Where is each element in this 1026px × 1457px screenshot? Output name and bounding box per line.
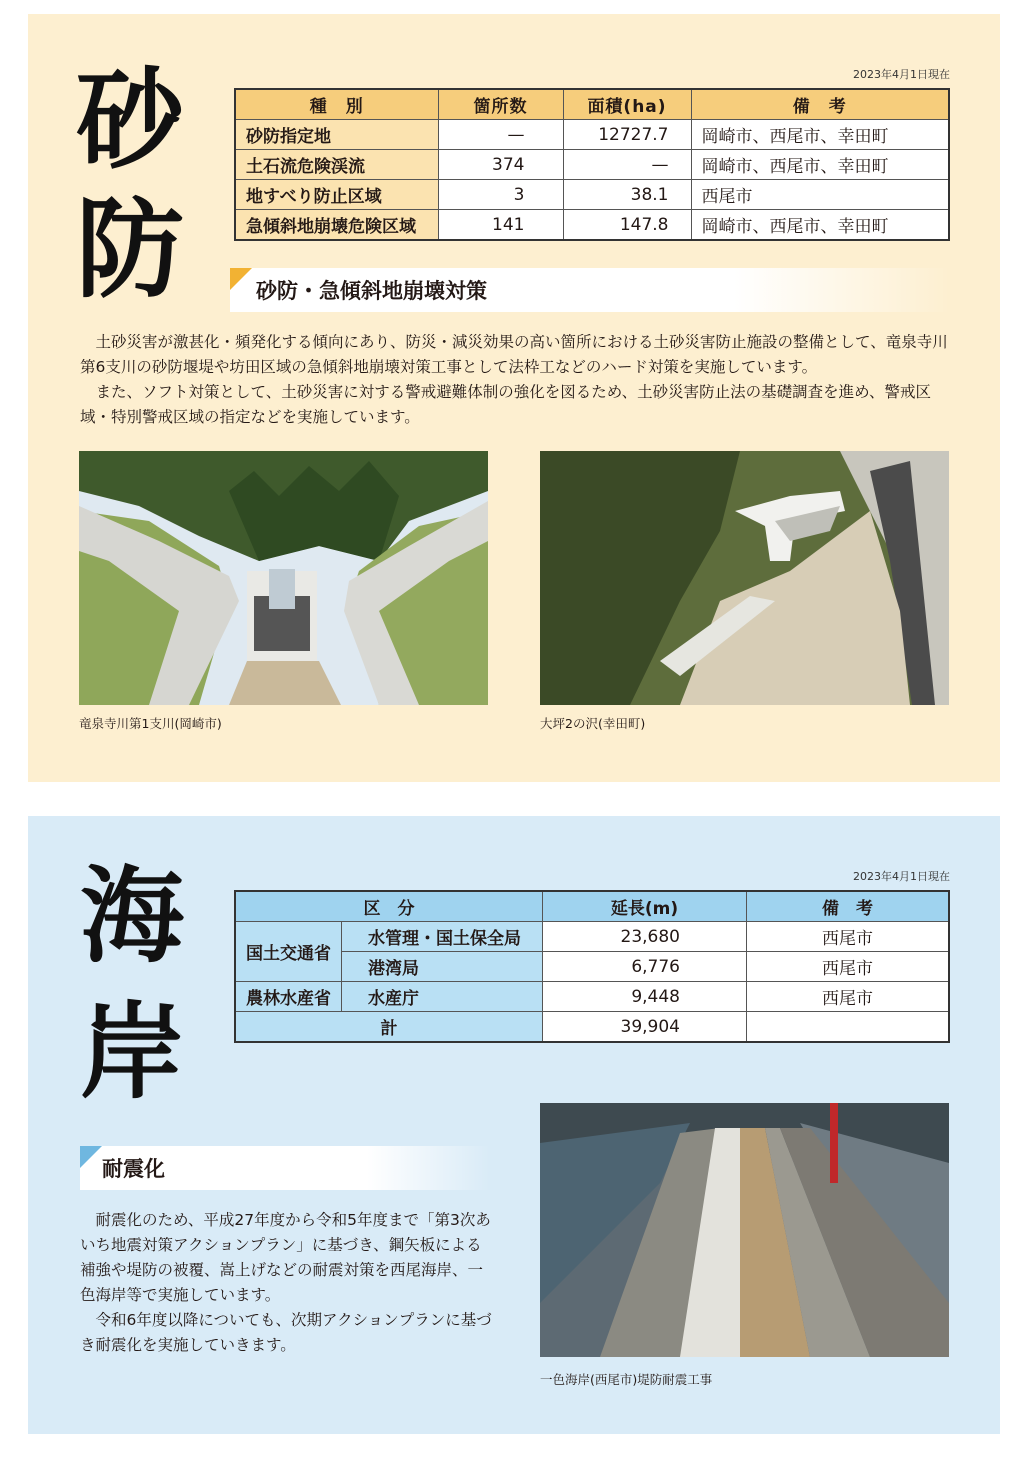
ministry-cell: 農林水産省 <box>235 982 342 1012</box>
kind-cell: 土石流危険渓流 <box>235 150 438 180</box>
table-row <box>235 180 949 210</box>
heading-text: 砂防・急傾斜地崩壊対策 <box>256 279 487 303</box>
length-cell: 6,776 <box>543 952 747 982</box>
sabo-section <box>28 14 1000 782</box>
bureau-cell: 水管理・国土保全局 <box>342 922 543 952</box>
area-cell: 147.8 <box>563 210 691 241</box>
paragraph: 土砂災害が激甚化・頻発化する傾向にあり、防災・減災効果の高い箇所における土砂災害防止施設の整備として、竜泉寺川第6支川の砂防堰堤や坊田区域の急傾斜地崩壊対策工事として法枠工などのハード対策を実施しています。 <box>80 333 948 376</box>
kind-cell: 砂防指定地 <box>235 120 438 150</box>
col-header-kind: 種 別 <box>235 89 438 120</box>
body-text <box>80 1208 492 1358</box>
photo-caption: 一色海岸(西尾市)堤防耐震工事 <box>540 1372 713 1387</box>
col-header-note: 備 考 <box>691 89 949 120</box>
table-row <box>235 922 949 952</box>
kind-cell: 急傾斜地崩壊危険区域 <box>235 210 438 241</box>
photo-sabo-dam <box>79 451 488 705</box>
area-cell: — <box>563 150 691 180</box>
sabo-title-char-2: 防 <box>76 187 185 313</box>
length-cell: 23,680 <box>543 922 747 952</box>
note-cell: 西尾市 <box>691 180 949 210</box>
paragraph: また、ソフト対策として、土砂災害に対する警戒避難体制の強化を図るため、土砂災害防止法の基礎調査を進め、警戒区域・特別警戒区域の指定などを実施しています。 <box>80 383 931 426</box>
note-cell: 西尾市 <box>747 982 950 1012</box>
count-cell: — <box>438 120 563 150</box>
count-cell: 374 <box>438 150 563 180</box>
col-header-count: 箇所数 <box>438 89 563 120</box>
kind-cell: 地すべり防止区域 <box>235 180 438 210</box>
photo-caption: 竜泉寺川第1支川(岡崎市) <box>79 716 222 731</box>
col-header-note: 備 考 <box>747 891 950 922</box>
area-cell: 38.1 <box>563 180 691 210</box>
section-heading <box>230 268 950 312</box>
note-cell: 岡崎市、西尾市、幸田町 <box>691 150 949 180</box>
kaigan-section <box>28 816 1000 1434</box>
total-length: 39,904 <box>543 1012 747 1043</box>
kaigan-title-char-1: 海 <box>80 854 185 977</box>
total-note-cell <box>747 1012 950 1043</box>
photo-aerial-sabo <box>540 451 949 705</box>
count-cell: 3 <box>438 180 563 210</box>
count-cell: 141 <box>438 210 563 241</box>
sabo-title-char-1: 砂 <box>76 57 185 183</box>
total-label: 計 <box>235 1012 543 1043</box>
note-cell: 岡崎市、西尾市、幸田町 <box>691 210 949 241</box>
heading-triangle-icon <box>80 1146 102 1168</box>
table-row <box>235 150 949 180</box>
heading-triangle-icon <box>230 268 252 290</box>
area-cell: 12727.7 <box>563 120 691 150</box>
table-row <box>235 210 949 241</box>
table-row <box>235 952 949 982</box>
bureau-cell: 水産庁 <box>342 982 543 1012</box>
kaigan-title-char-2: 岸 <box>80 990 185 1113</box>
col-header-area: 面積(ha) <box>563 89 691 120</box>
paragraph: 令和6年度以降についても、次期アクションプランに基づき耐震化を実施していきます。 <box>80 1311 492 1354</box>
note-cell: 岡崎市、西尾市、幸田町 <box>691 120 949 150</box>
note-cell: 西尾市 <box>747 922 950 952</box>
photo-seawall <box>540 1103 949 1357</box>
as-of-date: 2023年4月1日現在 <box>853 68 950 81</box>
col-header-division: 区 分 <box>235 891 543 922</box>
bureau-cell: 港湾局 <box>342 952 543 982</box>
ministry-cell: 国土交通省 <box>235 922 342 982</box>
body-text <box>80 330 960 430</box>
section-heading <box>80 1146 490 1190</box>
sabo-table <box>234 88 950 241</box>
kaigan-table <box>234 890 950 1043</box>
note-cell: 西尾市 <box>747 952 950 982</box>
table-row <box>235 982 949 1012</box>
table-total-row <box>235 1012 949 1043</box>
length-cell: 9,448 <box>543 982 747 1012</box>
paragraph: 耐震化のため、平成27年度から令和5年度まで「第3次あいち地震対策アクションプラン」に基づき、鋼矢板による補強や堤防の被覆、嵩上げなどの耐震対策を西尾海岸、一色海岸等で実施しています。 <box>80 1211 491 1304</box>
table-row <box>235 120 949 150</box>
table-header-row <box>235 89 949 120</box>
photo-caption: 大坪2の沢(幸田町) <box>540 716 646 731</box>
heading-text: 耐震化 <box>102 1157 165 1181</box>
col-header-length: 延長(m) <box>543 891 747 922</box>
as-of-date: 2023年4月1日現在 <box>853 870 950 883</box>
table-header-row <box>235 891 949 922</box>
